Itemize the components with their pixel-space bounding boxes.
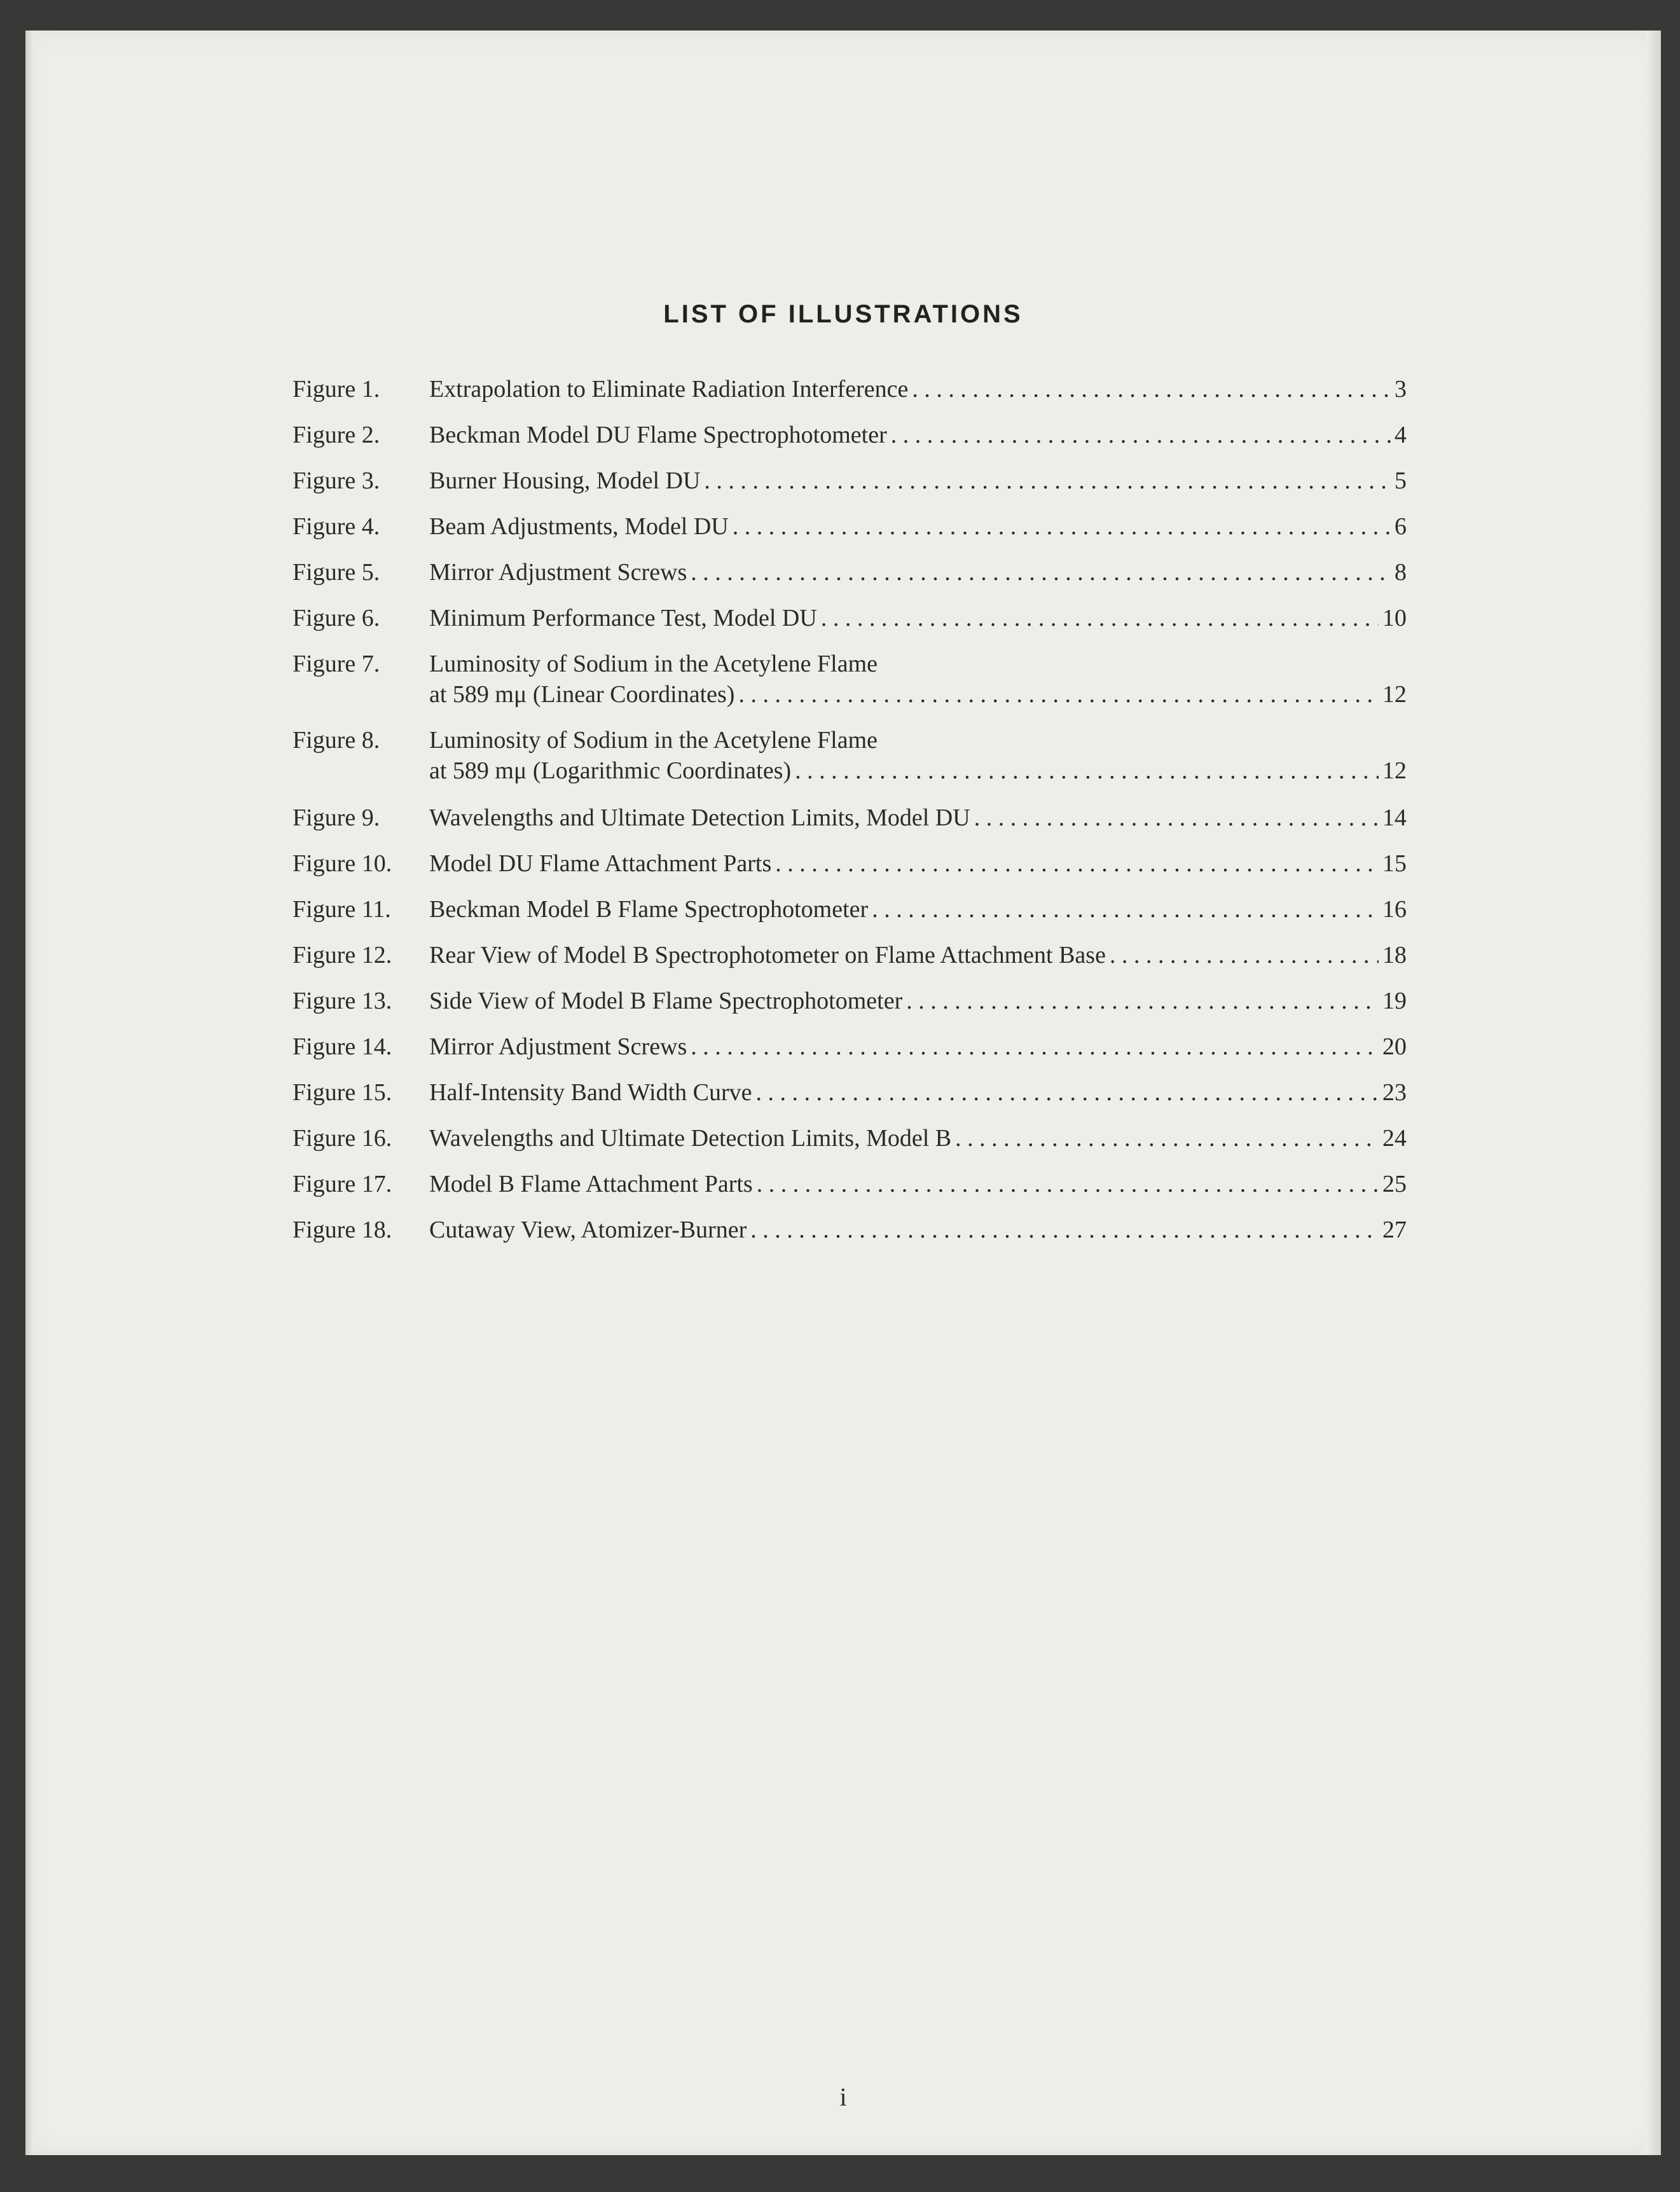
dot-leader [733,511,1391,542]
page-binding-edge [25,31,34,2155]
dot-leader [872,894,1379,925]
figure-number: Figure 14. [293,1033,392,1060]
figure-caption: Model B Flame Attachment Parts [429,1171,753,1197]
figure-caption: Beckman Model DU Flame Spectrophotometer [429,422,887,448]
figure-caption: Extrapolation to Eliminate Radiation Interference [429,376,909,403]
figure-caption: Minimum Performance Test, Model DU [429,605,817,631]
dot-leader [775,848,1379,879]
figure-caption: Mirror Adjustment Screws [429,559,687,586]
page-number: 18 [1382,942,1407,968]
figure-number: Figure 3. [293,467,380,494]
figure-number: Figure 8. [293,727,380,754]
dot-leader [795,755,1379,786]
figure-number: Figure 12. [293,942,392,968]
page-number: 3 [1394,376,1407,403]
page-number: 6 [1394,513,1407,540]
dot-leader [1110,940,1379,970]
dot-leader [750,1215,1379,1245]
figure-number: Figure 13. [293,988,392,1014]
page-number: 27 [1382,1217,1407,1243]
figure-caption: Mirror Adjustment Screws [429,1033,687,1060]
figure-caption: Side View of Model B Flame Spectrophotometer [429,988,903,1014]
page-number: 5 [1394,467,1407,494]
dot-leader [974,803,1379,833]
figure-number: Figure 1. [293,376,380,403]
figure-number: Figure 18. [293,1217,392,1243]
dot-leader [906,986,1379,1016]
dot-leader [955,1123,1379,1154]
page-number: 10 [1382,605,1407,631]
figure-caption: Model DU Flame Attachment Parts [429,850,772,877]
figure-caption: Beam Adjustments, Model DU [429,513,729,540]
dot-leader [738,679,1379,710]
page-number: 16 [1382,896,1407,923]
figure-caption: at 589 mμ (Linear Coordinates) [429,681,735,708]
page-number: 12 [1382,681,1407,708]
figure-caption: at 589 mμ (Logarithmic Coordinates) [429,757,792,784]
page-right-edge [1646,31,1661,2155]
page-number: 8 [1394,559,1407,586]
figure-number: Figure 6. [293,605,380,631]
page-number: 14 [1382,804,1407,831]
page-number: 12 [1382,757,1407,784]
page-number: 23 [1382,1079,1407,1106]
dot-leader [821,603,1379,633]
figure-number: Figure 16. [293,1125,392,1152]
figure-caption: Cutaway View, Atomizer-Burner [429,1217,747,1243]
dot-leader [912,374,1391,404]
page-number: 15 [1382,850,1407,877]
dot-leader [756,1077,1379,1108]
figure-number: Figure 2. [293,422,380,448]
figure-caption-line1: Luminosity of Sodium in the Acetylene Flame [429,727,878,754]
page-number: 20 [1382,1033,1407,1060]
figure-number: Figure 5. [293,559,380,586]
figure-number: Figure 15. [293,1079,392,1106]
figure-number: Figure 17. [293,1171,392,1197]
dot-leader [704,465,1391,496]
page-number: 25 [1382,1171,1407,1197]
figure-number: Figure 7. [293,651,380,677]
page-folio: i [839,2083,847,2111]
page-number: 24 [1382,1125,1407,1152]
figure-number: Figure 11. [293,896,391,923]
figure-caption: Half-Intensity Band Width Curve [429,1079,752,1106]
dot-leader [691,1031,1379,1062]
figure-caption: Rear View of Model B Spectrophotometer on Flame Attachment Base [429,942,1106,968]
figure-number: Figure 4. [293,513,380,540]
figure-caption-line1: Luminosity of Sodium in the Acetylene Flame [429,651,878,677]
dot-leader [691,557,1391,588]
figure-caption: Beckman Model B Flame Spectrophotometer [429,896,869,923]
page-number: 4 [1394,422,1407,448]
figure-caption: Burner Housing, Model DU [429,467,701,494]
page-title: LIST OF ILLUSTRATIONS [663,300,1023,328]
dot-leader [757,1169,1379,1199]
figure-caption: Wavelengths and Ultimate Detection Limits, Model DU [429,804,970,831]
page-number: 19 [1382,988,1407,1014]
document-page [25,31,1661,2155]
figure-number: Figure 10. [293,850,392,877]
figure-caption: Wavelengths and Ultimate Detection Limits, Model B [429,1125,952,1152]
figure-number: Figure 9. [293,804,380,831]
dot-leader [891,420,1391,450]
